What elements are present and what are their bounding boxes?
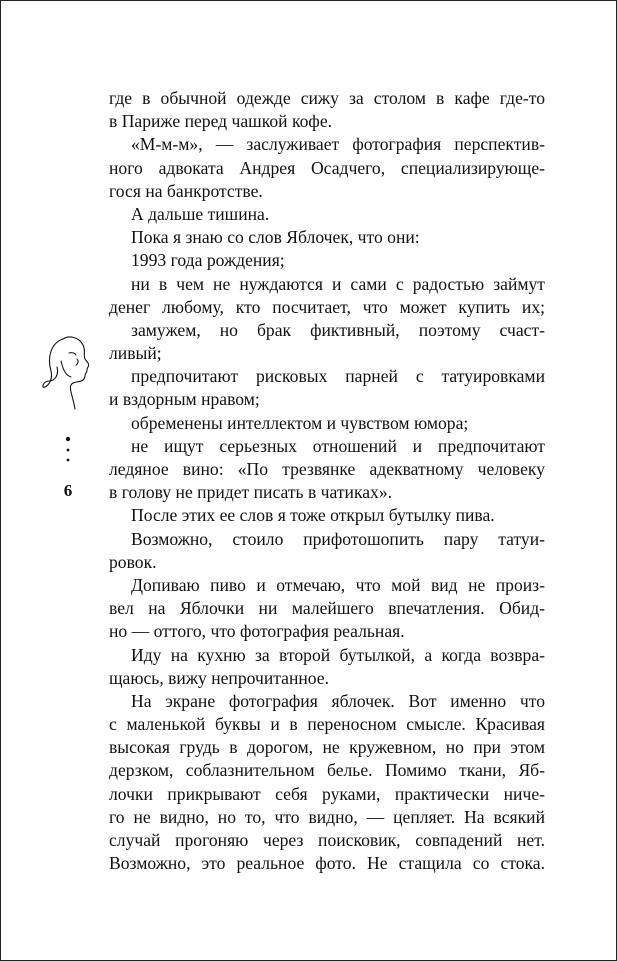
text-line: гося на банкротстве. — [109, 180, 263, 201]
text-line: «М-м-м», — заслуживает фотография перспектив- — [131, 134, 545, 155]
text-line: Возможно, стоило прифотошопить пару татуи- — [131, 528, 545, 549]
text-line: где в обычной одежде сижу за столом в кафе где-то — [109, 88, 545, 108]
text-line: случай прогоняю через поисковик, совпадений нет. — [109, 830, 545, 850]
text-line: высокая грудь в дорогом, не кружевном, но при этом — [109, 737, 545, 758]
text-line: щаюсь, вижу непрочитанное. — [109, 667, 330, 688]
text-line: предпочитают рисковых парней с татуировками — [131, 366, 545, 387]
text-line: ного адвоката Андрея Осадчего, специализирующе- — [109, 157, 545, 178]
text-line: в голову не придет писать в чатиках». — [109, 482, 393, 503]
face-line-art-icon — [39, 331, 97, 415]
ornament-dots — [63, 435, 73, 465]
text-line: 1993 года рождения; — [131, 250, 285, 271]
text-line: дерзком, соблазнительном белье. Помимо ткани, Яб- — [109, 760, 545, 781]
text-line: но — оттого, что фотография реальная. — [109, 621, 405, 642]
text-line: лочки прикрывают себя руками, практически ниче- — [109, 783, 545, 804]
text-line: Иду на кухню за второй бутылкой, а когда возвра- — [131, 644, 545, 665]
text-line: замужем, но брак фиктивный, поэтому счаст- — [131, 319, 545, 340]
text-line: ни в чем не нуждаются и сами с радостью займут — [131, 273, 545, 294]
text-line: После этих ее слов я тоже открыл бутылку пива. — [131, 505, 495, 526]
text-line: и вздорным нравом; — [109, 389, 260, 410]
dot — [66, 437, 70, 441]
body-text — [109, 87, 545, 875]
text-line: Возможно, это реальное фото. Не стащила со стока. — [109, 853, 545, 874]
text-line: денег любому, кто посчитает, что может купить их; — [109, 296, 545, 317]
text-line: не ищут серьезных отношений и предпочитают — [131, 435, 545, 456]
text-line: ледяное вино: «По трезвянке адекватному человеку — [109, 459, 545, 479]
dot — [67, 459, 70, 462]
text-line: ровок. — [109, 551, 157, 572]
text-line: вел на Яблочки ни малейшего впечатления. Обид- — [109, 598, 545, 619]
text-line: го не видно, но то, что видно, — цепляет. На всякий — [109, 806, 545, 827]
text-line: ливый; — [109, 343, 162, 364]
dot — [67, 449, 70, 452]
text-line: обременены интеллектом и чувством юмора; — [131, 412, 469, 433]
text-line: На экране фотография яблочек. Вот именно что — [131, 690, 545, 711]
text-line: с маленькой буквы и в переносном смысле. Красивая — [109, 714, 545, 735]
text-line: Допиваю пиво и отмечаю, что мой вид не произ- — [131, 574, 545, 595]
text-line: в Париже перед чашкой кофе. — [109, 111, 333, 132]
text-line: А дальше тишина. — [131, 203, 270, 224]
page-number: 6 — [63, 481, 73, 500]
text-line: Пока я знаю со слов Яблочек, что они: — [131, 227, 420, 248]
